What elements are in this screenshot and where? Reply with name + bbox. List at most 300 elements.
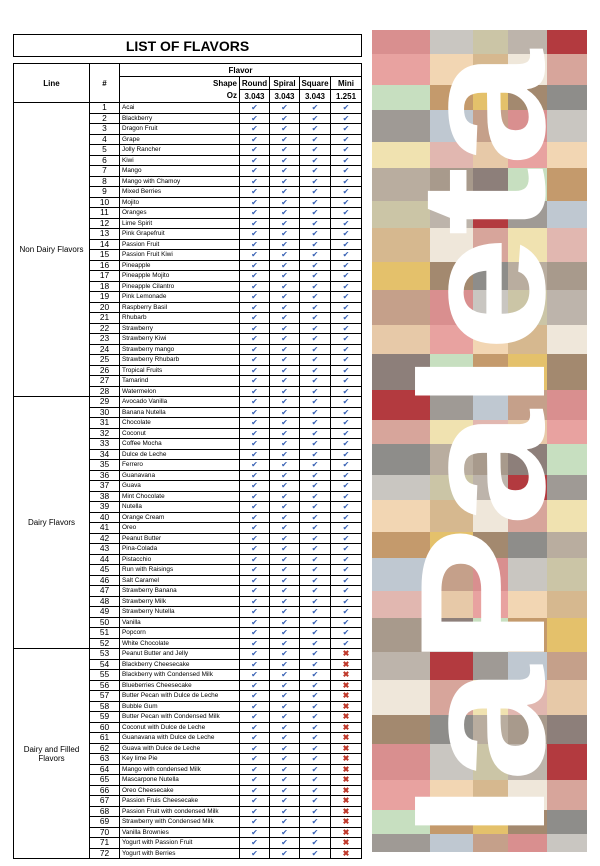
check-icon: ✔ (240, 712, 270, 723)
check-icon: ✔ (331, 166, 362, 177)
check-icon: ✔ (300, 512, 331, 523)
flavor-number: 1 (90, 103, 120, 114)
check-icon: ✔ (240, 355, 270, 366)
flavor-number: 43 (90, 544, 120, 555)
check-icon: ✔ (240, 344, 270, 355)
flavor-name: Pink Grapefruit (120, 229, 240, 240)
flavor-name: Strawberry Kiwi (120, 334, 240, 345)
flavor-number: 14 (90, 239, 120, 250)
line-group-label: Dairy Flavors (14, 397, 90, 649)
check-icon: ✔ (331, 502, 362, 513)
check-icon: ✔ (300, 586, 331, 597)
flavor-number: 28 (90, 386, 120, 397)
check-icon: ✔ (331, 208, 362, 219)
check-icon: ✔ (240, 628, 270, 639)
flavor-number: 6 (90, 155, 120, 166)
flavor-name: Guava (120, 481, 240, 492)
flavor-name: Strawberry Nutella (120, 607, 240, 618)
check-icon: ✔ (300, 145, 331, 156)
check-icon: ✔ (300, 449, 331, 460)
flavor-name: Blackberry (120, 113, 240, 124)
check-icon: ✔ (300, 649, 331, 660)
cross-icon: ✖ (331, 659, 362, 670)
check-icon: ✔ (331, 155, 362, 166)
check-icon: ✔ (300, 292, 331, 303)
flavor-number: 48 (90, 596, 120, 607)
check-icon: ✔ (240, 418, 270, 429)
check-icon: ✔ (240, 187, 270, 198)
check-icon: ✔ (331, 386, 362, 397)
flavor-name: Strawberry (120, 323, 240, 334)
check-icon: ✔ (331, 355, 362, 366)
flavor-number: 67 (90, 796, 120, 807)
flavor-name: Guanavana (120, 470, 240, 481)
check-icon: ✔ (300, 218, 331, 229)
flavor-name: Passion Fruit Kiwi (120, 250, 240, 261)
flavor-name: Oreo (120, 523, 240, 534)
check-icon: ✔ (240, 523, 270, 534)
check-icon: ✔ (240, 397, 270, 408)
flavor-name: Mixed Berries (120, 187, 240, 198)
check-icon: ✔ (270, 785, 300, 796)
flavor-number: 31 (90, 418, 120, 429)
check-icon: ✔ (331, 344, 362, 355)
check-icon: ✔ (331, 554, 362, 565)
flavor-number: 22 (90, 323, 120, 334)
flavor-number: 10 (90, 197, 120, 208)
flavor-name: Tropical Fruits (120, 365, 240, 376)
shape-label: Shape (120, 77, 240, 90)
flavor-number: 44 (90, 554, 120, 565)
flavor-name: Acai (120, 103, 240, 114)
cross-icon: ✖ (331, 838, 362, 849)
check-icon: ✔ (270, 407, 300, 418)
check-icon: ✔ (240, 607, 270, 618)
check-icon: ✔ (331, 334, 362, 345)
flavor-number: 49 (90, 607, 120, 618)
flavor-name: Strawberry with Condensed Milk (120, 817, 240, 828)
flavor-number: 7 (90, 166, 120, 177)
flavor-number: 30 (90, 407, 120, 418)
check-icon: ✔ (240, 512, 270, 523)
check-icon: ✔ (270, 817, 300, 828)
check-icon: ✔ (300, 281, 331, 292)
check-icon: ✔ (300, 208, 331, 219)
flavor-number: 50 (90, 617, 120, 628)
check-icon: ✔ (300, 596, 331, 607)
flavor-name: Rhubarb (120, 313, 240, 324)
flavor-list-sheet (13, 34, 361, 859)
check-icon: ✔ (270, 386, 300, 397)
cross-icon: ✖ (331, 701, 362, 712)
check-icon: ✔ (270, 281, 300, 292)
line-group-label: Dairy and Filled Flavors (14, 649, 90, 859)
check-icon: ✔ (300, 481, 331, 492)
check-icon: ✔ (270, 470, 300, 481)
check-icon: ✔ (270, 848, 300, 859)
check-icon: ✔ (300, 187, 331, 198)
flavor-name: Grape (120, 134, 240, 145)
cross-icon: ✖ (331, 712, 362, 723)
check-icon: ✔ (300, 323, 331, 334)
check-icon: ✔ (240, 670, 270, 681)
check-icon: ✔ (300, 701, 331, 712)
flavor-name: Pineapple Cilantro (120, 281, 240, 292)
flavor-number: 65 (90, 775, 120, 786)
oz-spiral: 3.043 (270, 90, 300, 103)
check-icon: ✔ (300, 407, 331, 418)
flavor-number: 38 (90, 491, 120, 502)
flavor-name: Mascarpone Nutella (120, 775, 240, 786)
check-icon: ✔ (240, 166, 270, 177)
check-icon: ✔ (300, 334, 331, 345)
flavor-number: 58 (90, 701, 120, 712)
flavor-number: 21 (90, 313, 120, 324)
check-icon: ✔ (331, 607, 362, 618)
check-icon: ✔ (240, 323, 270, 334)
flavor-name: Avocado Vanilla (120, 397, 240, 408)
check-icon: ✔ (331, 428, 362, 439)
check-icon: ✔ (270, 649, 300, 660)
cross-icon: ✖ (331, 670, 362, 681)
flavor-name: Blueberries Cheesecake (120, 680, 240, 691)
flavor-name: Salt Caramel (120, 575, 240, 586)
check-icon: ✔ (270, 544, 300, 555)
check-icon: ✔ (240, 113, 270, 124)
check-icon: ✔ (300, 155, 331, 166)
check-icon: ✔ (240, 701, 270, 712)
check-icon: ✔ (331, 218, 362, 229)
flavor-number: 23 (90, 334, 120, 345)
check-icon: ✔ (300, 313, 331, 324)
cross-icon: ✖ (331, 785, 362, 796)
check-icon: ✔ (300, 575, 331, 586)
flavor-name: Peanut Butter (120, 533, 240, 544)
check-icon: ✔ (331, 134, 362, 145)
check-icon: ✔ (300, 124, 331, 135)
flavor-name: Key lime Pie (120, 754, 240, 765)
flavor-name: Run with Raisings (120, 565, 240, 576)
number-header: # (90, 64, 120, 103)
flavor-number: 4 (90, 134, 120, 145)
flavor-name: Strawberry mango (120, 344, 240, 355)
check-icon: ✔ (240, 565, 270, 576)
check-icon: ✔ (331, 470, 362, 481)
check-icon: ✔ (300, 817, 331, 828)
check-icon: ✔ (270, 113, 300, 124)
check-icon: ✔ (270, 418, 300, 429)
check-icon: ✔ (270, 575, 300, 586)
check-icon: ✔ (270, 103, 300, 114)
flavor-number: 3 (90, 124, 120, 135)
flavor-number: 68 (90, 806, 120, 817)
check-icon: ✔ (240, 827, 270, 838)
check-icon: ✔ (300, 533, 331, 544)
check-icon: ✔ (300, 743, 331, 754)
check-icon: ✔ (240, 848, 270, 859)
flavor-number: 55 (90, 670, 120, 681)
flavor-name: Yogurt with Berries (120, 848, 240, 859)
flavor-name: Banana Nutella (120, 407, 240, 418)
flavor-name: Strawberry Milk (120, 596, 240, 607)
check-icon: ✔ (331, 418, 362, 429)
check-icon: ✔ (300, 733, 331, 744)
flavor-name: Orange Cream (120, 512, 240, 523)
flavor-number: 26 (90, 365, 120, 376)
flavor-number: 72 (90, 848, 120, 859)
check-icon: ✔ (270, 302, 300, 313)
flavor-name: Strawberry Banana (120, 586, 240, 597)
flavor-number: 34 (90, 449, 120, 460)
check-icon: ✔ (240, 176, 270, 187)
cross-icon: ✖ (331, 733, 362, 744)
check-icon: ✔ (240, 649, 270, 660)
check-icon: ✔ (331, 365, 362, 376)
check-icon: ✔ (270, 722, 300, 733)
flavor-name: Jolly Rancher (120, 145, 240, 156)
check-icon: ✔ (331, 145, 362, 156)
check-icon: ✔ (270, 428, 300, 439)
flavor-number: 61 (90, 733, 120, 744)
flavor-name: Pineapple (120, 260, 240, 271)
check-icon: ✔ (300, 344, 331, 355)
check-icon: ✔ (331, 250, 362, 261)
flavor-number: 20 (90, 302, 120, 313)
flavor-number: 60 (90, 722, 120, 733)
flavor-name: Oranges (120, 208, 240, 219)
check-icon: ✔ (331, 313, 362, 324)
check-icon: ✔ (331, 323, 362, 334)
check-icon: ✔ (300, 386, 331, 397)
check-icon: ✔ (331, 491, 362, 502)
check-icon: ✔ (331, 565, 362, 576)
check-icon: ✔ (270, 365, 300, 376)
check-icon: ✔ (240, 239, 270, 250)
line-header: Line (14, 64, 90, 103)
check-icon: ✔ (240, 407, 270, 418)
flavor-number: 8 (90, 176, 120, 187)
check-icon: ✔ (270, 145, 300, 156)
check-icon: ✔ (300, 113, 331, 124)
flavor-name: Lime Spirit (120, 218, 240, 229)
check-icon: ✔ (300, 376, 331, 387)
check-icon: ✔ (240, 250, 270, 261)
check-icon: ✔ (331, 239, 362, 250)
oz-label: Oz (120, 90, 240, 103)
flavor-name: Dulce de Leche (120, 449, 240, 460)
flavor-name: Mango (120, 166, 240, 177)
check-icon: ✔ (270, 491, 300, 502)
check-icon: ✔ (240, 554, 270, 565)
check-icon: ✔ (300, 554, 331, 565)
flavor-name: Peanut Butter and Jelly (120, 649, 240, 660)
flavor-name: Tamarind (120, 376, 240, 387)
flavor-name: Strawberry Rhubarb (120, 355, 240, 366)
check-icon: ✔ (331, 638, 362, 649)
check-icon: ✔ (331, 407, 362, 418)
check-icon: ✔ (270, 638, 300, 649)
check-icon: ✔ (300, 722, 331, 733)
flavor-name: Coconut with Dulce de Leche (120, 722, 240, 733)
check-icon: ✔ (331, 617, 362, 628)
flavor-number: 15 (90, 250, 120, 261)
check-icon: ✔ (300, 439, 331, 450)
brand-logo-text: laPaleta (383, 167, 582, 840)
check-icon: ✔ (300, 838, 331, 849)
check-icon: ✔ (240, 617, 270, 628)
check-icon: ✔ (270, 481, 300, 492)
flavor-name: Nutella (120, 502, 240, 513)
check-icon: ✔ (270, 701, 300, 712)
check-icon: ✔ (300, 134, 331, 145)
check-icon: ✔ (240, 439, 270, 450)
flavor-number: 40 (90, 512, 120, 523)
check-icon: ✔ (331, 449, 362, 460)
check-icon: ✔ (270, 271, 300, 282)
flavor-name: Bubble Gum (120, 701, 240, 712)
flavor-number: 37 (90, 481, 120, 492)
check-icon: ✔ (240, 764, 270, 775)
flavor-number: 13 (90, 229, 120, 240)
flavor-number: 2 (90, 113, 120, 124)
flavor-number: 56 (90, 680, 120, 691)
check-icon: ✔ (300, 470, 331, 481)
flavor-name: Popcorn (120, 628, 240, 639)
check-icon: ✔ (300, 544, 331, 555)
check-icon: ✔ (300, 523, 331, 534)
check-icon: ✔ (270, 439, 300, 450)
check-icon: ✔ (331, 439, 362, 450)
check-icon: ✔ (300, 670, 331, 681)
check-icon: ✔ (240, 386, 270, 397)
check-icon: ✔ (300, 827, 331, 838)
check-icon: ✔ (240, 838, 270, 849)
check-icon: ✔ (300, 260, 331, 271)
flavor-number: 62 (90, 743, 120, 754)
check-icon: ✔ (240, 754, 270, 765)
check-icon: ✔ (331, 481, 362, 492)
flavor-number: 57 (90, 691, 120, 702)
check-icon: ✔ (300, 229, 331, 240)
check-icon: ✔ (300, 355, 331, 366)
check-icon: ✔ (240, 733, 270, 744)
flavor-name: Yogurt with Passion Fruit (120, 838, 240, 849)
check-icon: ✔ (300, 638, 331, 649)
check-icon: ✔ (240, 428, 270, 439)
check-icon: ✔ (270, 124, 300, 135)
check-icon: ✔ (300, 712, 331, 723)
flavor-number: 5 (90, 145, 120, 156)
flavor-name: Coffee Mocha (120, 439, 240, 450)
check-icon: ✔ (300, 775, 331, 786)
check-icon: ✔ (300, 250, 331, 261)
check-icon: ✔ (331, 103, 362, 114)
flavor-table (13, 34, 362, 859)
check-icon: ✔ (331, 260, 362, 271)
check-icon: ✔ (270, 208, 300, 219)
flavor-number: 24 (90, 344, 120, 355)
check-icon: ✔ (270, 712, 300, 723)
check-icon: ✔ (300, 617, 331, 628)
check-icon: ✔ (240, 229, 270, 240)
check-icon: ✔ (240, 449, 270, 460)
flavor-name: Mango with Chamoy (120, 176, 240, 187)
flavor-name: Butter Pecan with Condensed Milk (120, 712, 240, 723)
check-icon: ✔ (270, 691, 300, 702)
size-round: Round (240, 77, 270, 90)
check-icon: ✔ (270, 134, 300, 145)
check-icon: ✔ (240, 365, 270, 376)
check-icon: ✔ (300, 418, 331, 429)
check-icon: ✔ (240, 271, 270, 282)
flavor-name: Guava with Dulce de Leche (120, 743, 240, 754)
check-icon: ✔ (270, 344, 300, 355)
cross-icon: ✖ (331, 817, 362, 828)
flavor-name: Mint Chocolate (120, 491, 240, 502)
flavor-name: White Chocolate (120, 638, 240, 649)
check-icon: ✔ (270, 155, 300, 166)
flavor-name: Pink Lemonade (120, 292, 240, 303)
check-icon: ✔ (270, 565, 300, 576)
check-icon: ✔ (240, 806, 270, 817)
check-icon: ✔ (300, 691, 331, 702)
check-icon: ✔ (240, 313, 270, 324)
cross-icon: ✖ (331, 680, 362, 691)
check-icon: ✔ (240, 208, 270, 219)
check-icon: ✔ (240, 586, 270, 597)
check-icon: ✔ (240, 575, 270, 586)
check-icon: ✔ (270, 502, 300, 513)
check-icon: ✔ (240, 460, 270, 471)
check-icon: ✔ (300, 764, 331, 775)
check-icon: ✔ (331, 460, 362, 471)
check-icon: ✔ (331, 124, 362, 135)
check-icon: ✔ (270, 250, 300, 261)
check-icon: ✔ (270, 239, 300, 250)
check-icon: ✔ (300, 628, 331, 639)
check-icon: ✔ (331, 292, 362, 303)
check-icon: ✔ (331, 302, 362, 313)
check-icon: ✔ (300, 271, 331, 282)
flavor-number: 36 (90, 470, 120, 481)
flavor-name: Pina-Colada (120, 544, 240, 555)
flavor-name: Coconut (120, 428, 240, 439)
flavor-name: Kiwi (120, 155, 240, 166)
cross-icon: ✖ (331, 691, 362, 702)
check-icon: ✔ (300, 397, 331, 408)
flavor-number: 41 (90, 523, 120, 534)
flavor-number: 27 (90, 376, 120, 387)
flavor-number: 51 (90, 628, 120, 639)
flavor-name: Mojito (120, 197, 240, 208)
cross-icon: ✖ (331, 722, 362, 733)
table-row (14, 103, 362, 114)
oz-square: 3.043 (300, 90, 331, 103)
check-icon: ✔ (240, 796, 270, 807)
check-icon: ✔ (300, 103, 331, 114)
check-icon: ✔ (240, 302, 270, 313)
check-icon: ✔ (331, 113, 362, 124)
flavor-number: 12 (90, 218, 120, 229)
check-icon: ✔ (300, 428, 331, 439)
check-icon: ✔ (331, 512, 362, 523)
size-spiral: Spiral (270, 77, 300, 90)
check-icon: ✔ (331, 575, 362, 586)
flavor-name: Oreo Cheesecake (120, 785, 240, 796)
flavor-number: 39 (90, 502, 120, 513)
check-icon: ✔ (300, 565, 331, 576)
check-icon: ✔ (300, 197, 331, 208)
